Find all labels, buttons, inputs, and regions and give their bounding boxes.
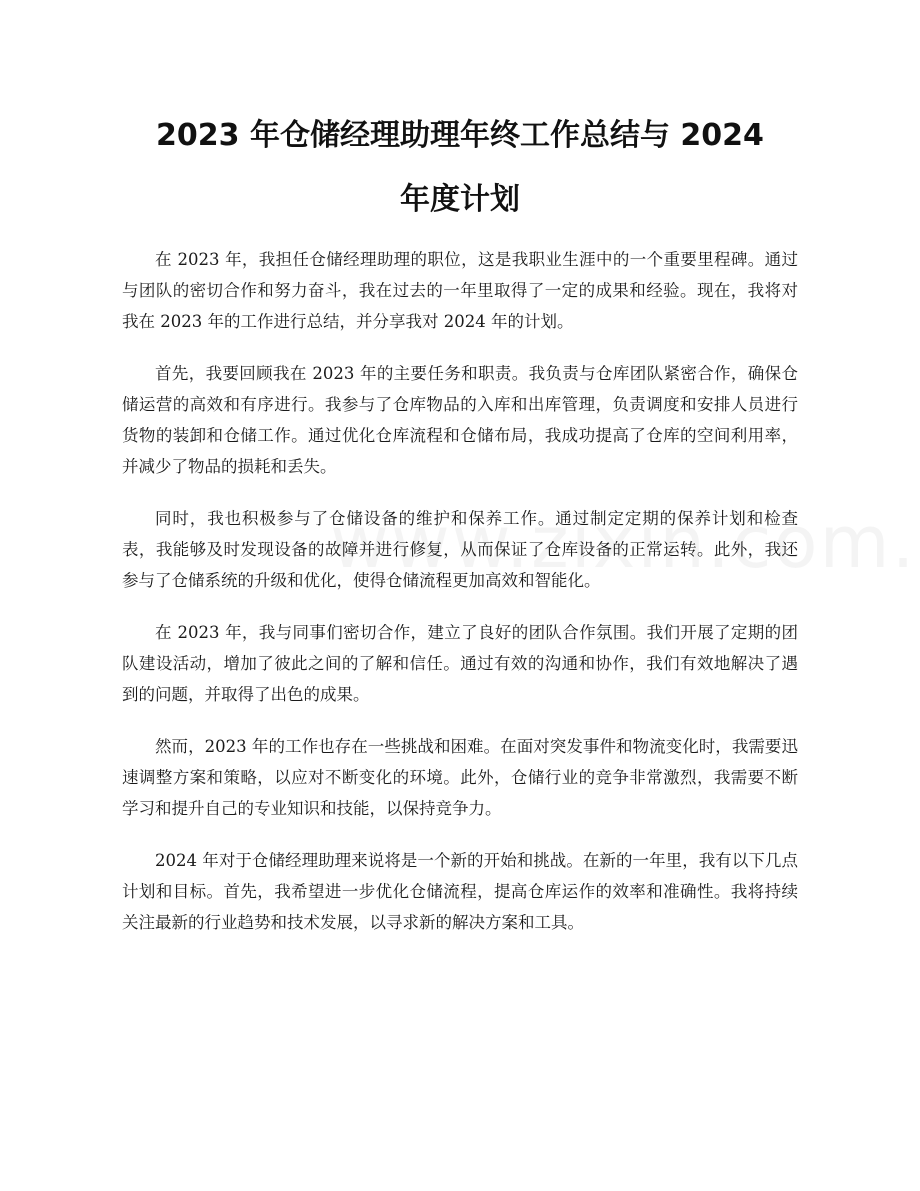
- document-body: [122, 244, 798, 959]
- title-line-2: 年度计划: [400, 182, 520, 217]
- paragraph-2: 首先，我要回顾我在 2023 年的主要任务和职责。我负责与仓库团队紧密合作，确保仓储运营的高效和有序进行。我参与了仓库物品的入库和出库管理，负责调度和安排人员进行货物的装卸和仓储工作。通过优化仓库流程和仓储布局，我成功提高了仓库的空间利用率，并减少了物品的损耗和丢失。: [122, 364, 798, 476]
- paragraph-5: 然而，2023 年的工作也存在一些挑战和困难。在面对突发事件和物流变化时，我需要迅速调整方案和策略，以应对不断变化的环境。此外，仓储行业的竞争非常激烈，我需要不断学习和提升自己的专业知识和技能，以保持竞争力。: [122, 737, 798, 818]
- paragraph-1: 在 2023 年，我担任仓储经理助理的职位，这是我职业生涯中的一个重要里程碑。通过与团队的密切合作和努力奋斗，我在过去的一年里取得了一定的成果和经验。现在，我将对我在 2023 年的工作进行总结，并分享我对 2024 年的计划。: [122, 250, 798, 331]
- paragraph-3: 同时，我也积极参与了仓储设备的维护和保养工作。通过制定定期的保养计划和检查表，我能够及时发现设备的故障并进行修复，从而保证了仓库设备的正常运转。此外，我还参与了仓储系统的升级和优化，使得仓储流程更加高效和智能化。: [122, 509, 798, 590]
- document-title: [110, 104, 810, 232]
- paragraph-4: 在 2023 年，我与同事们密切合作，建立了良好的团队合作氛围。我们开展了定期的团队建设活动，增加了彼此之间的了解和信任。通过有效的沟通和协作，我们有效地解决了遇到的问题，并取得了出色的成果。: [122, 623, 798, 704]
- title-line-1: 2023 年仓储经理助理年终工作总结与 2024: [156, 118, 764, 153]
- paragraph-6: 2024 年对于仓储经理助理来说将是一个新的开始和挑战。在新的一年里，我有以下几点计划和目标。首先，我希望进一步优化仓储流程，提高仓库运作的效率和准确性。我将持续关注最新的行业趋势和技术发展，以寻求新的解决方案和工具。: [122, 851, 798, 932]
